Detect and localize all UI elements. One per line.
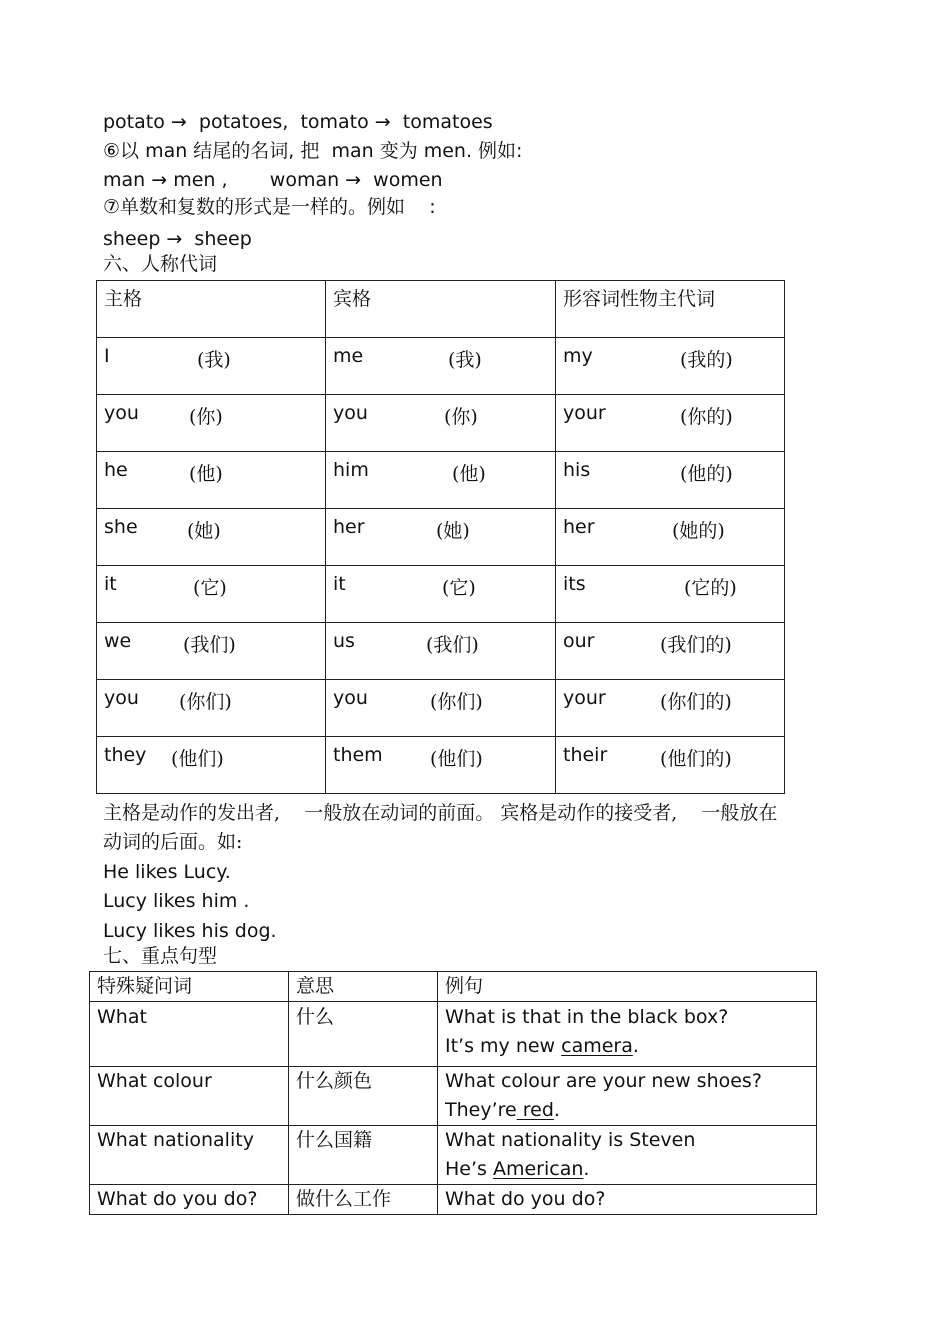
object-meaning: (你) (444, 406, 478, 428)
possessive-meaning: (我们的) (660, 634, 732, 656)
possessive-pronoun: your (563, 687, 606, 709)
key-sentence-table (89, 971, 817, 1215)
subject-pronoun: she (104, 516, 138, 538)
object-pronoun: it (333, 573, 346, 595)
example-cell (438, 1002, 817, 1067)
question-word: What do you do? (90, 1185, 289, 1215)
rule-7: ⑦单数和复数的形式是一样的。例如 : (103, 196, 436, 218)
pattern-header-row (90, 972, 817, 1002)
subject-meaning: (我们) (183, 634, 236, 656)
subject-meaning: (你们) (179, 691, 232, 713)
possessive-pronoun: our (563, 630, 595, 652)
object-meaning: (它) (442, 577, 476, 599)
possessive-meaning: (他们的) (660, 748, 732, 770)
example-answer: They’re red. (445, 1099, 560, 1121)
pattern-row (90, 1067, 817, 1126)
question-meaning: 什么 (289, 1002, 438, 1067)
possessive-meaning: (它的) (684, 577, 737, 599)
subject-pronoun: you (104, 687, 139, 709)
subject-pronoun: I (104, 345, 110, 367)
pronoun-table (96, 280, 785, 794)
possessive-pronoun: her (563, 516, 595, 538)
object-meaning: (你们) (430, 691, 483, 713)
pronoun-header-row (97, 281, 785, 338)
answer-highlight: American (492, 1158, 584, 1180)
question-word: What colour (90, 1067, 289, 1126)
subject-pronoun: he (104, 459, 128, 481)
possessive-meaning: (你们的) (660, 691, 732, 713)
sheep-line: sheep → sheep (103, 228, 252, 250)
question-meaning: 什么颜色 (289, 1067, 438, 1126)
answer-highlight: camera (561, 1035, 633, 1057)
object-meaning: (她) (436, 520, 470, 542)
object-pronoun: you (333, 687, 368, 709)
pronoun-row (97, 395, 785, 452)
subject-pronoun: it (104, 573, 117, 595)
subject-pronoun: they (104, 744, 147, 766)
example-question: What is that in the black box? (445, 1006, 729, 1028)
object-meaning: (他) (452, 463, 486, 485)
object-pronoun: me (333, 345, 364, 367)
object-meaning: (我) (448, 349, 482, 371)
object-pronoun: him (333, 459, 369, 481)
header-question-word: 特殊疑问词 (90, 972, 289, 1002)
example-question: What do you do? (445, 1188, 606, 1210)
object-pronoun: them (333, 744, 383, 766)
pattern-row (90, 1185, 817, 1215)
subject-meaning: (它) (193, 577, 227, 599)
object-pronoun: her (333, 516, 365, 538)
possessive-pronoun: my (563, 345, 593, 367)
header-example: 例句 (438, 972, 817, 1002)
subject-pronoun: you (104, 402, 139, 424)
explanation-line-2: 动词的后面。如: (103, 831, 243, 853)
pronoun-row (97, 623, 785, 680)
pattern-row (90, 1002, 817, 1067)
section-7-title: 七、重点句型 (103, 945, 218, 967)
header-object: 宾格 (333, 288, 372, 310)
subject-meaning: (你) (189, 406, 223, 428)
subject-pronoun: we (104, 630, 132, 652)
question-word: What (90, 1002, 289, 1067)
example-answer: He’s American. (445, 1158, 590, 1180)
question-word: What nationality (90, 1126, 289, 1185)
pronoun-row (97, 737, 785, 794)
object-pronoun: you (333, 402, 368, 424)
header-possessive: 形容词性物主代词 (563, 288, 716, 310)
possessive-pronoun: your (563, 402, 606, 424)
potato-line: potato → potatoes, tomato → tomatoes (103, 111, 493, 133)
pronoun-row (97, 566, 785, 623)
possessive-meaning: (他的) (680, 463, 733, 485)
example-cell (438, 1126, 817, 1185)
subject-meaning: (他们) (171, 748, 224, 770)
possessive-pronoun: his (563, 459, 591, 481)
pronoun-row (97, 509, 785, 566)
man-line: man → men , woman → women (103, 169, 443, 191)
object-pronoun: us (333, 630, 355, 652)
pattern-row (90, 1126, 817, 1185)
rule-6: ⑥以 man 结尾的名词, 把 man 变为 men. 例如: (103, 140, 523, 162)
subject-meaning: (他) (189, 463, 223, 485)
header-subject: 主格 (104, 288, 143, 310)
example-cell (438, 1185, 817, 1215)
question-meaning: 做什么工作 (289, 1185, 438, 1215)
object-meaning: (他们) (430, 748, 483, 770)
example-sentence: Lucy likes him . (103, 890, 250, 912)
possessive-pronoun: their (563, 744, 608, 766)
subject-meaning: (她) (187, 520, 221, 542)
question-meaning: 什么国籍 (289, 1126, 438, 1185)
possessive-pronoun: its (563, 573, 586, 595)
pronoun-row (97, 452, 785, 509)
possessive-meaning: (我的) (680, 349, 733, 371)
answer-highlight: red (516, 1099, 554, 1121)
example-answer: It’s my new camera. (445, 1035, 639, 1057)
pronoun-row (97, 680, 785, 737)
possessive-meaning: (她的) (672, 520, 725, 542)
subject-meaning: (我) (197, 349, 231, 371)
section-6-title: 六、人称代词 (103, 253, 218, 275)
object-meaning: (我们) (426, 634, 479, 656)
example-question: What colour are your new shoes? (445, 1070, 762, 1092)
pronoun-row (97, 338, 785, 395)
example-question: What nationality is Steven (445, 1129, 696, 1151)
example-cell (438, 1067, 817, 1126)
possessive-meaning: (你的) (680, 406, 733, 428)
example-sentence: Lucy likes his dog. (103, 920, 277, 942)
explanation-line-1: 主格是动作的发出者, 一般放在动词的前面。 宾格是动作的接受者, 一般放在 (103, 802, 778, 824)
example-sentence: He likes Lucy. (103, 861, 231, 883)
header-meaning: 意思 (289, 972, 438, 1002)
